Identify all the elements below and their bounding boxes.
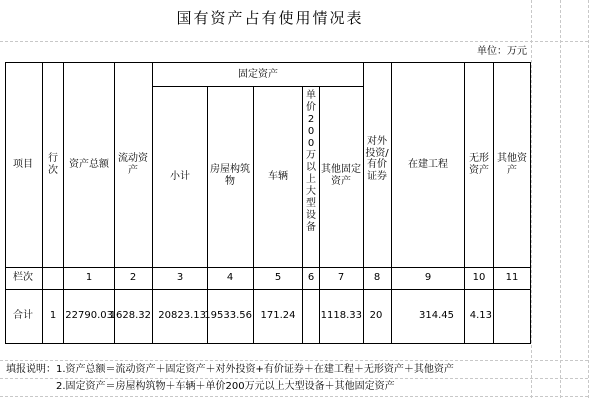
header-item: 项目	[13, 159, 33, 170]
index-row-label: 栏次	[13, 272, 33, 283]
index-cell: 3	[176, 272, 184, 283]
note-line-2: 2.固定资产＝房屋构筑物＋车辆＋单价200万元以上大型设备＋其他固定资产	[56, 381, 395, 392]
header-investments: 对外投资/有价证券	[365, 136, 389, 182]
index-cell: 9	[424, 272, 432, 283]
index-cell: 1	[85, 272, 93, 283]
intangible-value: 4.13	[469, 310, 492, 321]
header-subtotal: 小计	[170, 171, 190, 182]
other-fixed-value: 1118.33	[320, 310, 362, 321]
header-construction: 在建工程	[408, 159, 448, 170]
header-buildings: 房屋构筑物	[210, 164, 250, 187]
index-cell: 10	[472, 272, 486, 283]
buildings-value: 19533.56	[204, 310, 252, 321]
total-assets-value: 22790.03	[65, 310, 113, 321]
note-line-1: 填报说明：1.资产总额＝流动资产＋固定资产＋对外投资+有价证券＋在建工程＋无形资产＋其他资产	[6, 364, 454, 375]
unit-label: 单位：万元	[477, 46, 527, 57]
construction-value: 314.45	[419, 310, 454, 321]
page-title: 国有资产占有使用情况表	[176, 9, 364, 27]
index-cell: 5	[274, 272, 282, 283]
fixed-subtotal-value: 20823.13	[158, 310, 206, 321]
index-cell: 4	[226, 272, 234, 283]
vehicles-value: 171.24	[260, 310, 296, 321]
header-fixed-assets: 固定资产	[238, 69, 278, 80]
header-large-equipment: 单价200万以上大型设备	[306, 90, 316, 233]
total-row-label: 合计	[13, 310, 33, 321]
header-row-no: 行次	[48, 153, 58, 176]
total-row-no: 1	[49, 310, 57, 321]
header-vehicles: 车辆	[268, 171, 288, 182]
header-current-assets: 流动资产	[118, 153, 148, 176]
investments-value: 20	[369, 310, 383, 321]
header-intangible: 无形资产	[469, 153, 489, 176]
index-cell: 6	[307, 272, 315, 283]
index-cell: 11	[505, 272, 519, 283]
header-other-fixed: 其他固定资产	[321, 164, 361, 187]
index-cell: 2	[129, 272, 137, 283]
index-cell: 8	[373, 272, 381, 283]
index-cell: 7	[337, 272, 345, 283]
current-assets-value: 1628.32	[109, 310, 151, 321]
header-other-assets: 其他资产	[497, 153, 527, 176]
header-total-assets: 资产总额	[69, 159, 109, 170]
